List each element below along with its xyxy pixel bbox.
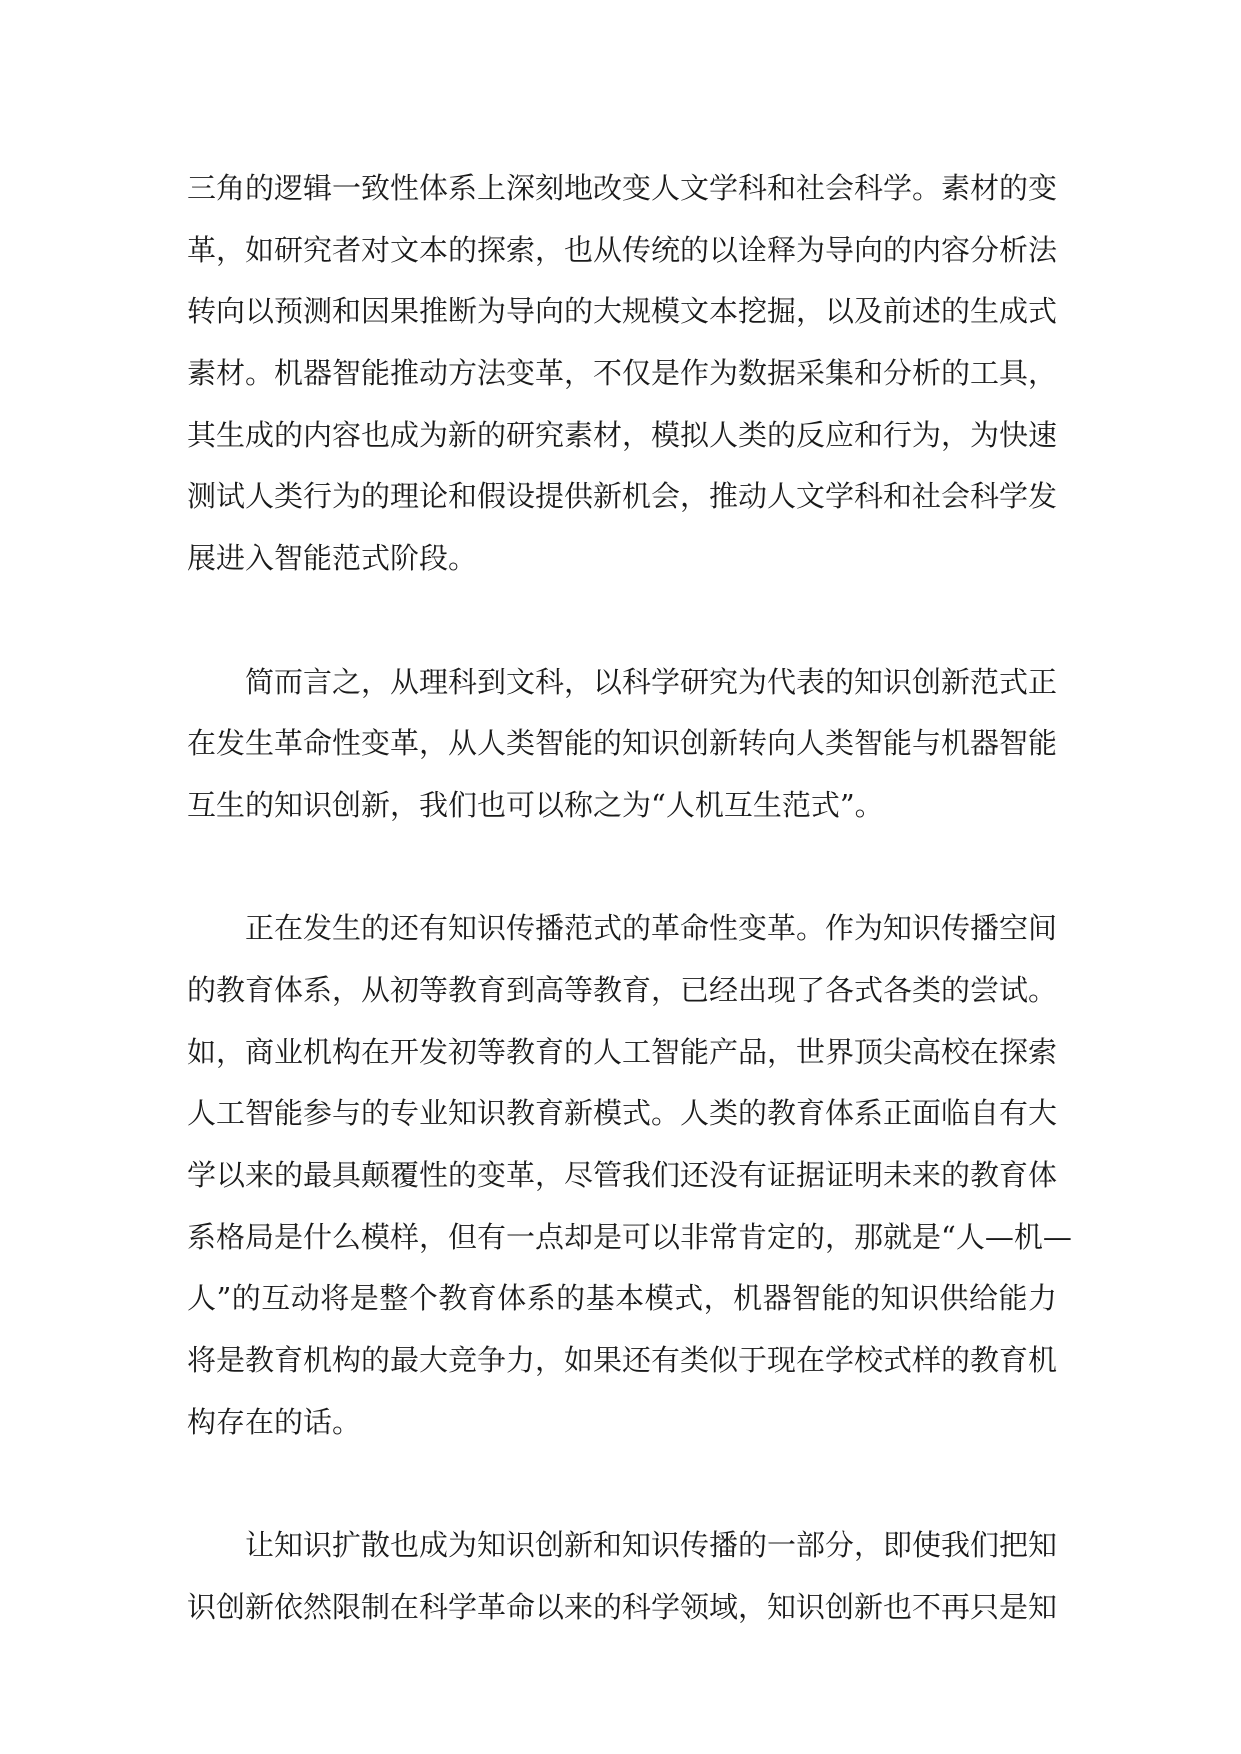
text-line: 人工智能参与的专业知识教育新模式。人类的教育体系正面临自有大 [187,1096,1058,1131]
text-line: 系格局是什么模样，但有一点却是可以非常肯定的，那就是“人—机— [187,1219,1072,1254]
text-line: 识创新依然限制在科学革命以来的科学领域，知识创新也不再只是知 [187,1589,1058,1624]
text-line: 学以来的最具颠覆性的变革，尽管我们还没有证据证明未来的教育体 [187,1158,1058,1192]
paragraph [187,158,1057,590]
text-line: 的教育体系，从初等教育到高等教育，已经出现了各式各类的尝试。 [187,972,1058,1007]
paragraph [187,1515,1057,1638]
text-line: 正在发生的还有知识传播范式的革命性变革。作为知识传播空间 [245,911,1058,946]
text-line: 构存在的话。 [187,1404,362,1439]
text-line: 革，如研究者对文本的探索，也从传统的以诠释为导向的内容分析法 [187,232,1058,267]
paragraph [187,898,1072,1453]
text-line: 测试人类行为的理论和假设提供新机会，推动人文学科和社会科学发 [187,479,1058,514]
paragraph-gap [187,590,1057,652]
text-line: 其生成的内容也成为新的研究素材，模拟人类的反应和行为，为快速 [187,417,1058,452]
text-line: 将是教育机构的最大竞争力，如果还有类似于现在学校式样的教育机 [187,1343,1058,1378]
document-body [187,158,1072,1639]
text-line: 如，商业机构在开发初等教育的人工智能产品，世界顶尖高校在探索 [187,1034,1058,1069]
paragraph-gap [187,1453,1057,1515]
text-line: 在发生革命性变革，从人类智能的知识创新转向人类智能与机器智能 [187,726,1058,761]
paragraph [187,652,1057,837]
text-line: 简而言之，从理科到文科，以科学研究为代表的知识创新范式正 [245,664,1058,699]
text-line: 人”的互动将是整个教育体系的基本模式，机器智能的知识供给能力 [187,1281,1057,1316]
text-line: 三角的逻辑一致性体系上深刻地改变人文学科和社会科学。素材的变 [187,171,1058,205]
text-line: 互生的知识创新，我们也可以称之为“人机互生范式”。 [187,787,884,822]
text-line: 素材。机器智能推动方法变革，不仅是作为数据采集和分析的工具， [187,356,1058,391]
text-line: 转向以预测和因果推断为导向的大规模文本挖掘，以及前述的生成式 [187,294,1058,329]
text-line: 展进入智能范式阶段。 [187,541,478,576]
paragraph-gap [187,837,1057,899]
text-line: 让知识扩散也成为知识创新和知识传播的一部分，即使我们把知 [245,1528,1058,1563]
